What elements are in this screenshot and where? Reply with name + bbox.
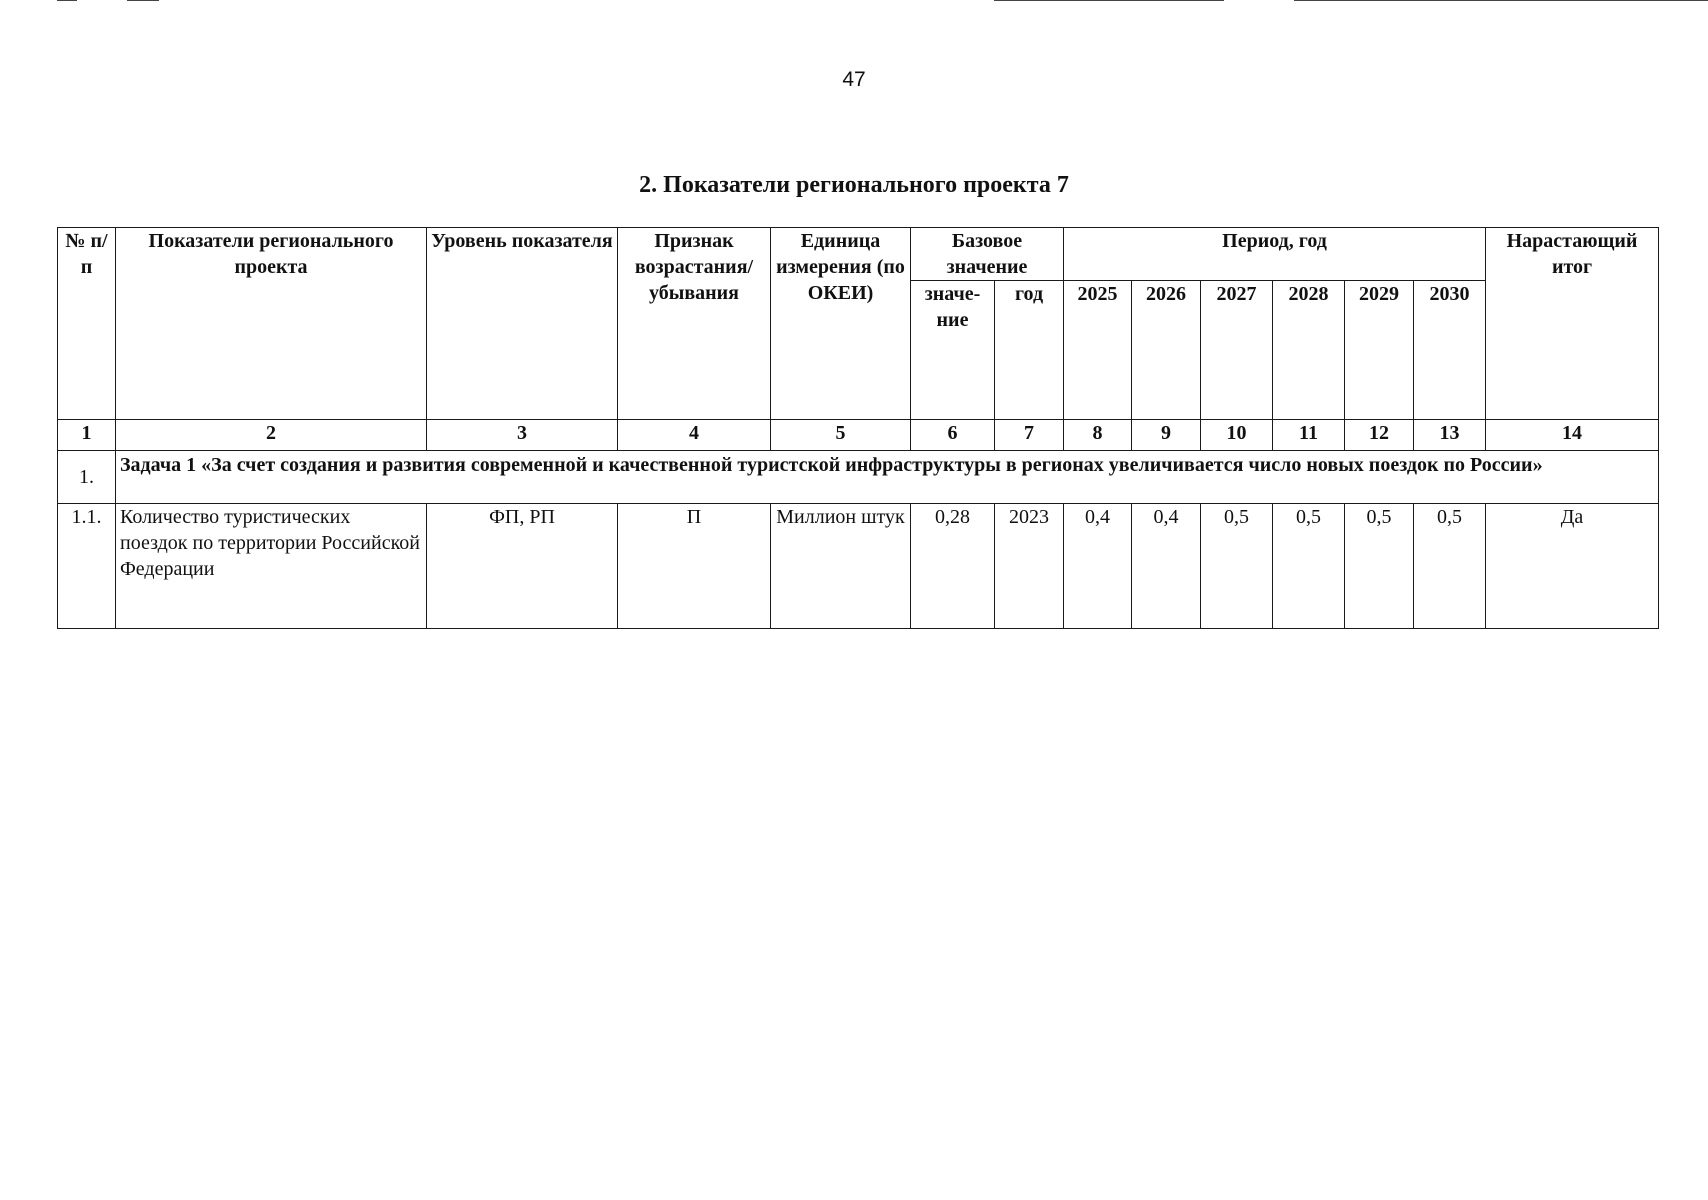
column-number: 4: [618, 420, 771, 451]
row-value-2026: 0,4: [1132, 504, 1201, 629]
column-number: 1: [58, 420, 116, 451]
row-direction: П: [618, 504, 771, 629]
column-number: 11: [1273, 420, 1345, 451]
row-indicator: Количество туристических поездок по территории Российской Федерации: [116, 504, 427, 629]
header-year: 2026: [1132, 281, 1201, 420]
header-base: Базовое значение: [911, 228, 1064, 281]
row-value-2030: 0,5: [1414, 504, 1486, 629]
column-number: 14: [1486, 420, 1659, 451]
row-value-2028: 0,5: [1273, 504, 1345, 629]
header-level: Уровень показателя: [427, 228, 618, 420]
column-number: 13: [1414, 420, 1486, 451]
indicators-table: [57, 227, 1659, 629]
row-base-year: 2023: [995, 504, 1064, 629]
column-number: 9: [1132, 420, 1201, 451]
column-number: 12: [1345, 420, 1414, 451]
header-base-value: значе-ние: [911, 281, 995, 420]
header-year: 2028: [1273, 281, 1345, 420]
scan-edge-line: [994, 0, 1224, 1]
header-cumulative: Нарастающий итог: [1486, 228, 1659, 420]
header-row: [58, 228, 1659, 281]
scan-edge-line: [1294, 0, 1708, 1]
row-base-value: 0,28: [911, 504, 995, 629]
row-value-2025: 0,4: [1064, 504, 1132, 629]
column-number: 6: [911, 420, 995, 451]
scan-edge-line: [57, 0, 77, 1]
row-level: ФП, РП: [427, 504, 618, 629]
header-year: 2029: [1345, 281, 1414, 420]
column-number: 5: [771, 420, 911, 451]
header-period: Период, год: [1064, 228, 1486, 281]
header-num: № п/п: [58, 228, 116, 420]
row-unit: Миллион штук: [771, 504, 911, 629]
task-row: [58, 451, 1659, 504]
header-year: 2025: [1064, 281, 1132, 420]
scan-edge-line: [127, 0, 159, 1]
column-number: 2: [116, 420, 427, 451]
row-value-2029: 0,5: [1345, 504, 1414, 629]
column-number-row: [58, 420, 1659, 451]
task-text: Задача 1 «За счет создания и развития современной и качественной туристской инфраструктуры в регионах увеличивается число новых поездок по России»: [116, 451, 1659, 504]
row-cumulative: Да: [1486, 504, 1659, 629]
row-num: 1.1.: [58, 504, 116, 629]
row-value-2027: 0,5: [1201, 504, 1273, 629]
header-year: 2030: [1414, 281, 1486, 420]
column-number: 8: [1064, 420, 1132, 451]
page-number: 47: [842, 68, 866, 91]
task-number: 1.: [58, 451, 116, 504]
table-row: [58, 504, 1659, 629]
header-indicator: Показатели регионального проекта: [116, 228, 427, 420]
column-number: 3: [427, 420, 618, 451]
header-direction: Признак возрастания/ убывания: [618, 228, 771, 420]
header-year: 2027: [1201, 281, 1273, 420]
page-title: 2. Показатели регионального проекта 7: [639, 172, 1069, 198]
column-number: 7: [995, 420, 1064, 451]
header-unit: Единица измерения (по ОКЕИ): [771, 228, 911, 420]
column-number: 10: [1201, 420, 1273, 451]
header-base-year: год: [995, 281, 1064, 420]
